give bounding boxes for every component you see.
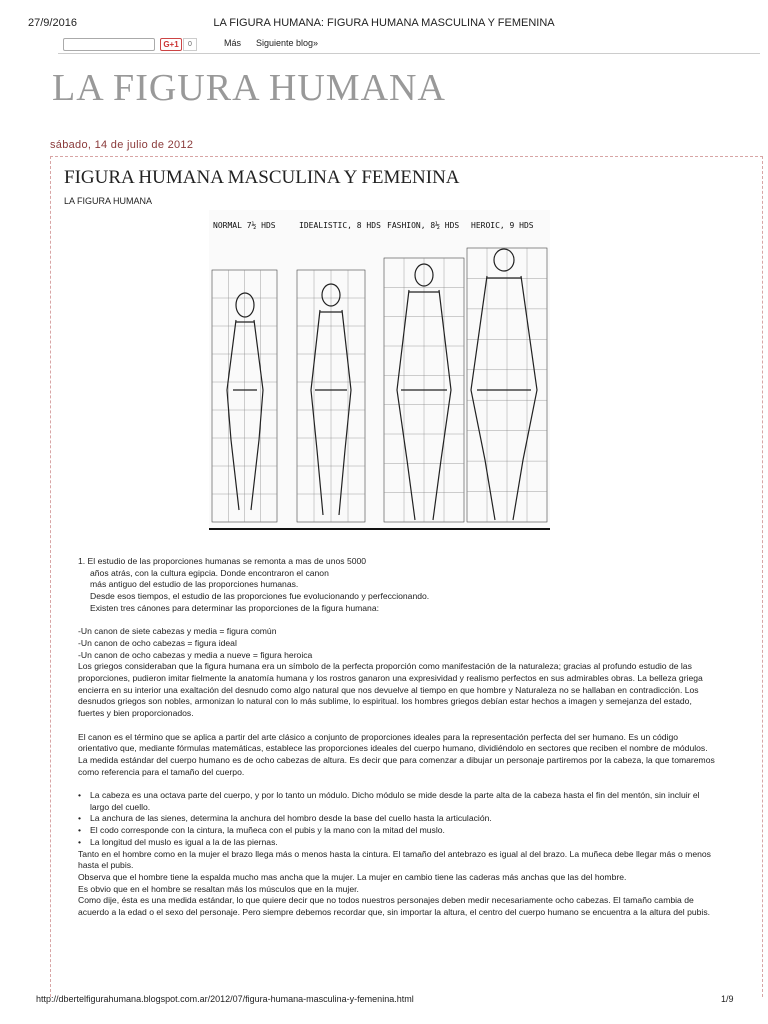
paragraph: -Un canon de ocho cabezas = figura ideal [78,637,237,648]
paragraph: Como dije, ésta es una medida estándar, lo que quiere decir que no todos nuestros personajes deben medir necesariamente ocho cabezas. El tamaño cambia de acuerdo a la edad o el sexo del personaje. Pero siempre debemos recordar que, sin importar la altura, el centro del cuerpo humano se encuentra a la altura del pubis. [78,895,711,918]
paragraph: más antiguo del estudio de las proporciones humanas. [90,579,299,590]
gplus-button[interactable]: G+1 [160,38,182,51]
post-body [78,556,718,919]
post-title[interactable]: FIGURA HUMANA MASCULINA Y FEMENINA [64,167,460,188]
next-blog-link[interactable]: Siguiente blog» [256,38,319,48]
paragraph: Existen tres cánones para determinar las proporciones de la figura humana: [90,602,380,613]
paragraph: años atrás, con la cultura egipcia. Donde encontraron el canon [90,567,329,578]
paragraph: 1. El estudio de las proporciones humanas se remonta a mas de unos 5000 [78,556,367,566]
paragraph: Observa que el hombre tiene la espalda mucho mas ancha que la mujer. La mujer en cambio tiene las caderas más anchas que las del hombre. [78,871,627,882]
print-page-number: 1/9 [721,994,734,1004]
paragraph: Tanto en el hombre como en la mujer el brazo llega más o menos hasta la cintura. El tamaño del antebrazo es igual al del brazo. La muñeca debe llegar más o menos hasta el pubis. [78,848,711,871]
paragraph: -Un canon de siete cabezas y media = figura común [78,626,277,637]
print-title: LA FIGURA HUMANA: FIGURA HUMANA MASCULINA Y FEMENINA [213,17,555,29]
figure-heading-4: HEROIC, 9 HDS [471,221,534,230]
paragraph-gap [78,778,718,790]
paragraph: -Un canon de ocho cabezas y media a nueve = figura heroica [78,649,313,660]
paragraph-gap [78,615,718,627]
print-date: 27/9/2016 [28,17,77,29]
post-date: sábado, 14 de julio de 2012 [50,139,194,151]
figure-heading-1: NORMAL 7½ HDS [213,221,276,230]
print-url: http://dbertelfigurahumana.blogspot.com.ar/2012/07/figura-humana-masculina-y-femenina.html [36,994,414,1004]
bullet-item: • La anchura de las sienes, determina la anchura del hombro desde la base del cuello hasta la articulación. [78,813,718,825]
paragraph: La medida estándar del cuerpo humano es de ocho cabezas de altura. Es decir que para comenzar a dibujar un personaje partiremos por la cabeza, la que tomaremos como referencia para el tamaño del cuerpo. [78,754,715,777]
paragraph: Los griegos consideraban que la figura humana era un símbolo de la perfecta proporción como manifestación de la naturaleza; gracias al profundo estudio de las proporciones, pudieron imitar fielmente la anatomía humana y los rostros ganaron una expresividad y realismo perfectos en sus admirables obras. La belleza griega encierra en su interior una exaltación del desnudo como algo natural que nos devuelve al tiempo en que hombre y Naturaleza no se hallaban en contradicción. Los desnudos griegos son nobles, armonizan lo natural con lo más sublime, lo espiritual. los hombres griegos debían estar hechos a imagen y semejanza del estado, fuertes y bien proporcionados. [78,661,703,719]
paragraph: El canon es el término que se aplica a partir del arte clásico a conjunto de proporciones ideales para la representación perfecta del ser humano. Es un código orientativo que, mediante fórmulas matemáticas, establece las proporciones ideales del cuerpo humano, dividiéndolo en sectores que reciben el nombre de módulos. [78,731,708,754]
paragraph: Desde esos tiempos, el estudio de las proporciones fue evolucionando y perfeccionando. [90,591,430,602]
paragraph-gap [78,720,718,732]
figure-heading-3: FASHION, 8½ HDS [387,221,460,230]
toolbar-divider [58,53,760,54]
proportions-figure[interactable] [209,210,550,530]
more-link[interactable]: Más [224,38,242,48]
paragraph: Es obvio que en el hombre se resaltan más los músculos que en la mujer. [78,883,359,894]
bullet-item: • La longitud del muslo es igual a la de las piernas. [78,837,718,849]
bullet-item: • El codo corresponde con la cintura, la muñeca con el pubis y la mano con la mitad del muslo. [78,825,718,837]
gplus-count: 0 [183,38,197,51]
figure-heading-2: IDEALISTIC, 8 HDS [299,221,381,230]
search-input[interactable] [63,38,155,51]
bullet-item: • La cabeza es una octava parte del cuerpo, y por lo tanto un módulo. Dicho módulo se mide desde la parte alta de la cabeza hasta el fin del mentón, sin incluir el largo del cuello. [78,790,718,813]
post-subtitle: LA FIGURA HUMANA [64,196,153,206]
blog-title[interactable]: LA FIGURA HUMANA [52,67,446,109]
proportions-illustration [209,210,550,528]
